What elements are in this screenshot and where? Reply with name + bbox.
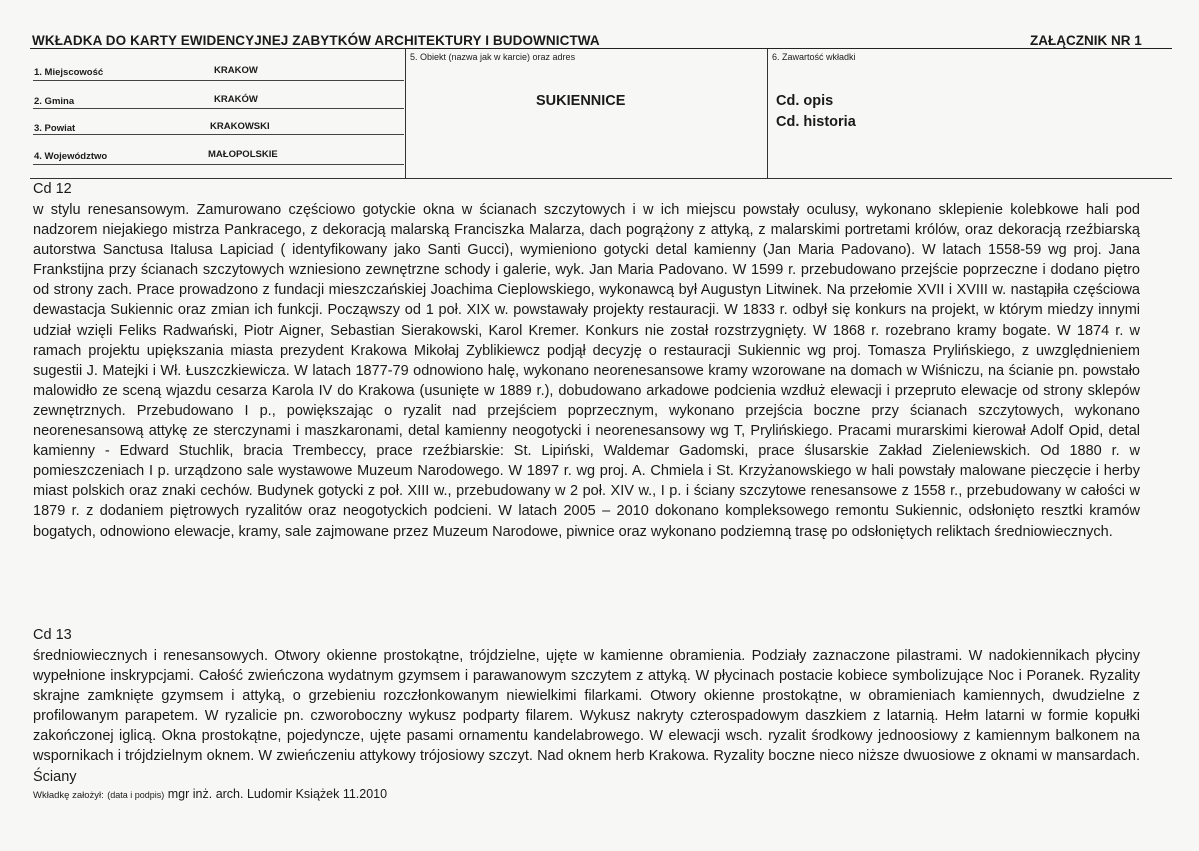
field-rule [33, 164, 404, 165]
field-value-voivodeship: MAŁOPOLSKIE [208, 149, 278, 160]
field-label-county: 3. Powiat [34, 123, 76, 134]
column-divider [405, 49, 406, 179]
field-label-voivodeship: 4. Województwo [34, 151, 108, 162]
section-label: Cd 12 [33, 181, 72, 197]
object-name: SUKIENNICE [536, 93, 626, 109]
column-divider [767, 49, 768, 179]
footer-author: mgr inż. arch. Ludomir Książek 11.2010 [167, 787, 388, 801]
form-title: WKŁADKA DO KARTY EWIDENCYJNEJ ZABYTKÓW ARCHITEKTURY I BUDOWNICTWA [32, 33, 600, 48]
contents-caption: 6. Zawartość wkładki [772, 52, 856, 62]
field-rule [33, 108, 404, 109]
top-rule [30, 48, 1172, 49]
field-value-county: KRAKOWSKI [210, 121, 270, 132]
footer-signature [33, 787, 387, 801]
contents-item-description: Cd. opis [776, 93, 834, 109]
footer-label: Wkładkę założył: [33, 790, 104, 801]
object-caption: 5. Obiekt (nazwa jak w karcie) oraz adres [410, 52, 576, 62]
field-label-commune: 2. Gmina [34, 96, 75, 107]
footer-sublabel: (data i podpis) [107, 790, 165, 800]
annex-number: ZAŁĄCZNIK NR 1 [1030, 33, 1142, 48]
field-value-commune: KRAKÓW [214, 94, 258, 105]
section-text: średniowiecznych i renesansowych. Otwory okienne prostokątne, trójdzielne, ujęte w kamienne obramienia. Podziały zaznaczone pilastrami. W nadokiennikach płyciny wypełnione inskrypcjami. Całość zwieńczona wydatnym gzymsem i parawanowym szczytem z attyką. W płycinach postacie kobiece symbolizujące Noc i Poranek. Ryzality skrajne zamknięte gzymsem i attyką, o grzebieniu rozczłonkowanym niewielkimi filarkami. Otwory okienne prostokątne, w obramieniach kamiennych, dwudzielne z profilowanym parapetem. W ryzalicie pn. czworoboczny wykusz podparty filarem. Wykusz nakryty czterospadowym daszkiem z latarnią. Hełm latarni w formie kopułki zakończonej iglicą. Okna prostokątne, pojedyncze, ujęte pasami ornamentu kandelabrowego. W elewacji wsch. ryzalit środkowy jednoosiowy z kamiennym balkonem na wspornikach i trójdzielnym oknem. W zwieńczeniu attykowy trójosiowy szczyt. Nad oknem herb Krakowa. Ryzality boczne nieco niższe dwuosiowe z oknami w mansardach. Ściany [33, 648, 1140, 785]
field-value-locality: KRAKOW [214, 65, 258, 76]
field-label-locality: 1. Miejscowość [34, 67, 104, 78]
header-bottom-rule [30, 178, 1172, 179]
section-text: w stylu renesansowym. Zamurowano częściowo gotyckie okna w ścianach szczytowych i w ich miejscu powstały oculusy, wykonano sklepienie kolebkowe hali pod nadzorem niejakiego mistrza Pankracego, z dekoracją malarską Franciszka Malarza, dach pogrążony z attyką, z malarskimi portretami królów, oraz dekoracją rzeźbiarską autorstwa Sanctusa Italusa Lapiciad ( identyfikowany jako Santi Gucci), wymieniono gotycki detal kamienny (Jan Maria Padovano). W latach 1558-59 wg proj. Jana Frankstijna przy ścianach szczytowych wzniesiono zewnętrzne schody i galerie, wyk. Jan Maria Padovano. W 1599 r. przebudowano przejście poprzeczne i dodano piętro od strony zach. Prace prowadzono z fundacji mieszczańskiej Joachima Cieplowskiego, wykonawcą był Augustyn Litwinek. Na przełomie XVII i XVIII w. nastąpiła częściowa dewastacja Sukiennic oraz zmian ich funkcji. Począwszy od 1 poł. XIX w. powstawały projekty restauracji. W 1833 r. odbył się konkurs na projekt, w którym miedzy innymi udział wzięli Feliks Radwański, Piotr Aigner, Sebastian Sierakowski, Karol Kremer. Konkurs nie został rozstrzygnięty. W 1868 r. rozebrano kramy bogate. W 1874 r. w ramach projektu upiększania miasta prezydent Krakowa Mikołaj Zyblikiewcz podjął decyzję o restauracji Sukiennic wg proj. Tomasza Prylińskiego, z uwzględnieniem sugestii J. Matejki i Wł. Łuszczkiewicza. W latach 1877-79 odnowiono halę, wykonano neorenesansowe kramy wzorowane na domach w Wiśniczu, na ścianie pn. powstało malowidło ze sceną wjazdu cesarza Karola IV do Krakowa (usunięte w 1889 r.), dobudowano arkadowe podcienia wzdłuż elewacji i przepruto elewacje od strony sklepów zewnętrznych. Przebudowano I p., powiększając o ryzalit nad przejściem poprzecznym, wykonano przejścia boczne przy ścianach szczytowych, wykonano neorenesansową attykę ze sterczynami i maszkaronami, detal kamienny neogotycki i neorenesansowy wg T, Prylińskiego. Pracami murarskimi kierował Adolf Opid, detal kamienny - Edward Stuchlik, bracia Trembeccy, prace rzeźbiarskie: St. Lipiński, Waldemar Gadomski, prace ślusarskie Zakład Zieleniewskich. Od 1880 r. w pomieszczeniach I p. urządzono sale wystawowe Muzeum Narodowego. W 1897 r. wg proj. A. Chmiela i St. Krzyżanowskiego w hali powstały malowane pieczęcie i herby miast polskich oraz znaki cechów. Budynek gotycki z poł. XIII w., przebudowany w 2 poł. XIV w., I p. i ściany szczytowe renesansowe z 1558 r., przebudowany w całości w 1879 r. z dodaniem piętrowych ryzalitów oraz neogotyckich podcieni. W latach 2005 – 2010 dokonano kompleksowego remontu Sukiennic, odsłonięto resztki kramów bogatych, odnowiono elewacje, kramy, sale zajmowane przez Muzeum Narodowe, piwnice oraz wykonano podziemną trasę po odsłoniętych reliktach średniowiecznych. [33, 202, 1140, 540]
field-rule [33, 80, 404, 81]
section-label: Cd 13 [33, 627, 72, 643]
contents-item-history: Cd. historia [776, 114, 856, 130]
field-rule [33, 134, 404, 135]
